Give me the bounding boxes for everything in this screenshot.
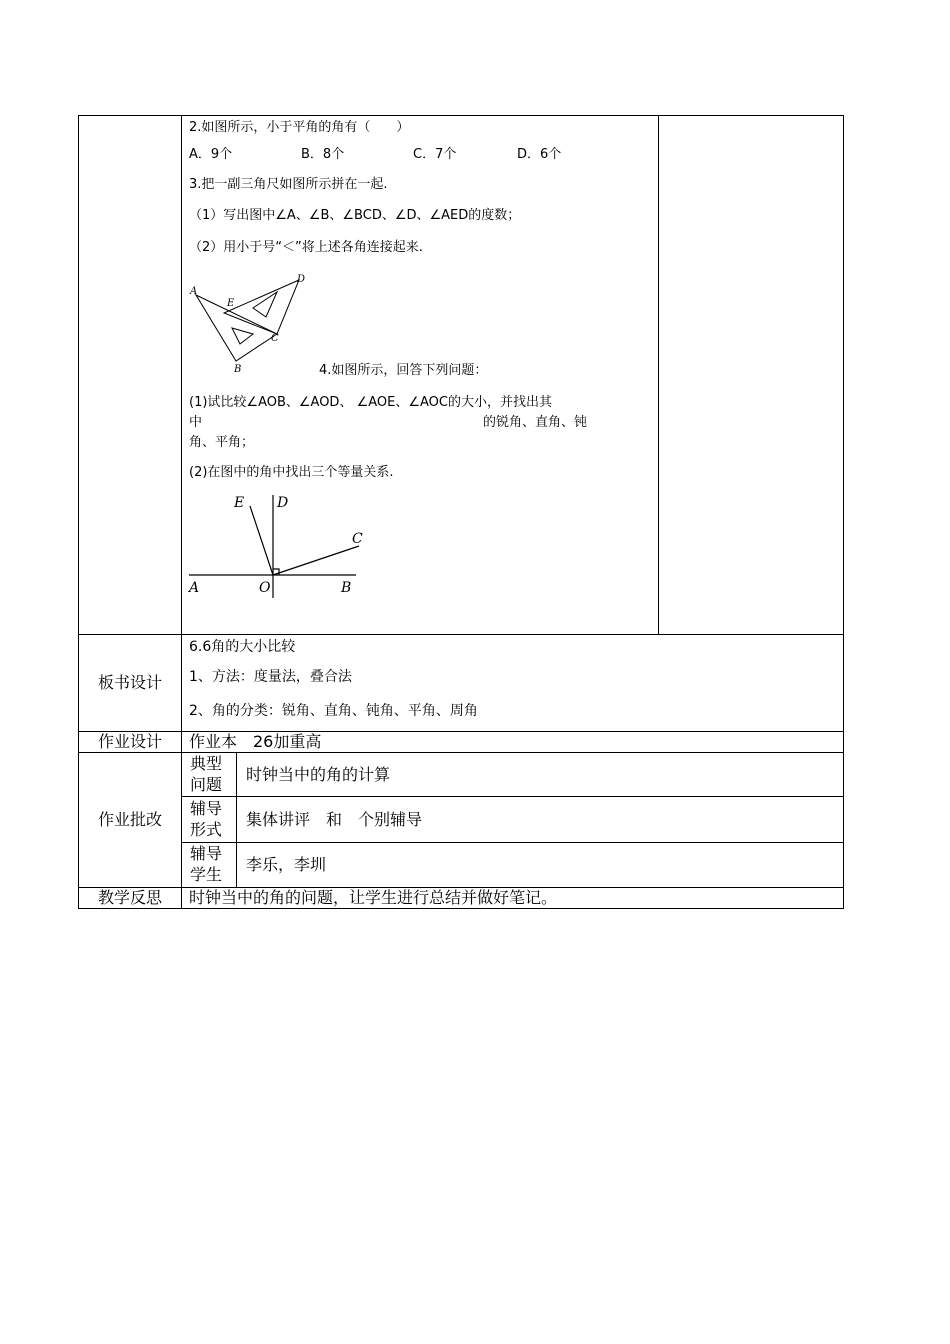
board-design-label: 板书设计 — [97, 673, 162, 692]
homework-review-label: 作业批改 — [97, 810, 162, 829]
board-design-title: 6.6角的大小比较 — [189, 639, 296, 655]
board-design-line1: 1、方法：度量法，叠合法 — [189, 669, 352, 685]
label-d: D — [277, 495, 289, 511]
homework-design-label: 作业设计 — [97, 732, 162, 751]
review-key-line2: 学生 — [190, 865, 223, 884]
q2-option-c: C．7个 — [413, 147, 457, 162]
review-value: 时钟当中的角的计算 — [246, 765, 391, 784]
teaching-reflection-value: 时钟当中的角的问题，让学生进行总结并做好笔记。 — [189, 888, 558, 907]
row-border — [78, 115, 844, 116]
label-c: C — [271, 333, 279, 344]
review-key-line2: 形式 — [190, 820, 223, 839]
q2-option-b: B．8个 — [301, 147, 345, 162]
q4-part1-line1: (1)试比较∠AOB、∠AOD、 ∠AOE、∠AOC的大小，并找出其 — [189, 395, 552, 410]
inner-triangle-lower — [232, 328, 253, 344]
q4-part2: (2)在图中的角中找出三个等量关系. — [189, 465, 394, 480]
col-border — [78, 115, 79, 909]
review-key-line1: 辅导 — [190, 799, 223, 818]
ray-oc — [273, 546, 359, 575]
board-design-line2: 2、角的分类：锐角、直角、钝角、平角、周角 — [189, 703, 478, 719]
angles-figure — [184, 490, 374, 610]
col-border — [181, 115, 182, 909]
review-value: 集体讲评 和 个别辅导 — [246, 810, 423, 829]
triangle-ecd — [224, 280, 299, 334]
label-b: B — [341, 580, 352, 596]
q2-option-d: D．6个 — [517, 147, 562, 162]
label-a: A — [190, 286, 198, 297]
teaching-reflection-label: 教学反思 — [97, 888, 162, 907]
label-b: B — [234, 364, 242, 375]
q2-stem: 2.如图所示，小于平角的角有（ ） — [189, 120, 410, 135]
q4-part1-line2a: 中 — [189, 415, 203, 430]
col-border — [843, 115, 844, 909]
row-border — [78, 634, 844, 635]
review-key-line2: 问题 — [190, 775, 223, 794]
col-border — [658, 115, 659, 635]
review-value: 李乐，李圳 — [246, 855, 327, 874]
q3-part2: （2）用小于号“＜”将上述各角连接起来. — [189, 240, 423, 255]
row-border — [78, 908, 844, 909]
homework-design-value: 作业本 26加重高 — [189, 732, 322, 751]
label-d: D — [297, 274, 306, 285]
inner-triangle-upper — [253, 292, 277, 317]
ray-oe — [250, 506, 273, 575]
q4-part1-line2b: 的锐角、直角、钝 — [483, 415, 588, 430]
set-squares-figure — [187, 270, 312, 375]
q2-option-a: A．9个 — [189, 147, 233, 162]
row-border — [182, 842, 844, 843]
q3-part1: （1）写出图中∠A、∠B、∠BCD、∠D、∠AED的度数； — [189, 208, 521, 223]
q3-stem: 3.把一副三角尺如图所示拼在一起. — [189, 177, 388, 192]
triangle-abc — [196, 295, 277, 361]
row-border — [182, 796, 844, 797]
label-o: O — [259, 580, 271, 596]
review-key-line1: 辅导 — [190, 844, 223, 863]
label-a: A — [189, 580, 200, 596]
label-c: C — [352, 531, 363, 547]
q4-part1-line3: 角、平角； — [189, 435, 255, 450]
label-e: E — [234, 495, 245, 511]
row-border — [78, 752, 844, 753]
col-border — [236, 752, 237, 888]
review-key-line1: 典型 — [190, 754, 223, 773]
q4-stem: 4.如图所示，回答下列问题： — [319, 363, 488, 378]
label-e: E — [227, 298, 235, 309]
